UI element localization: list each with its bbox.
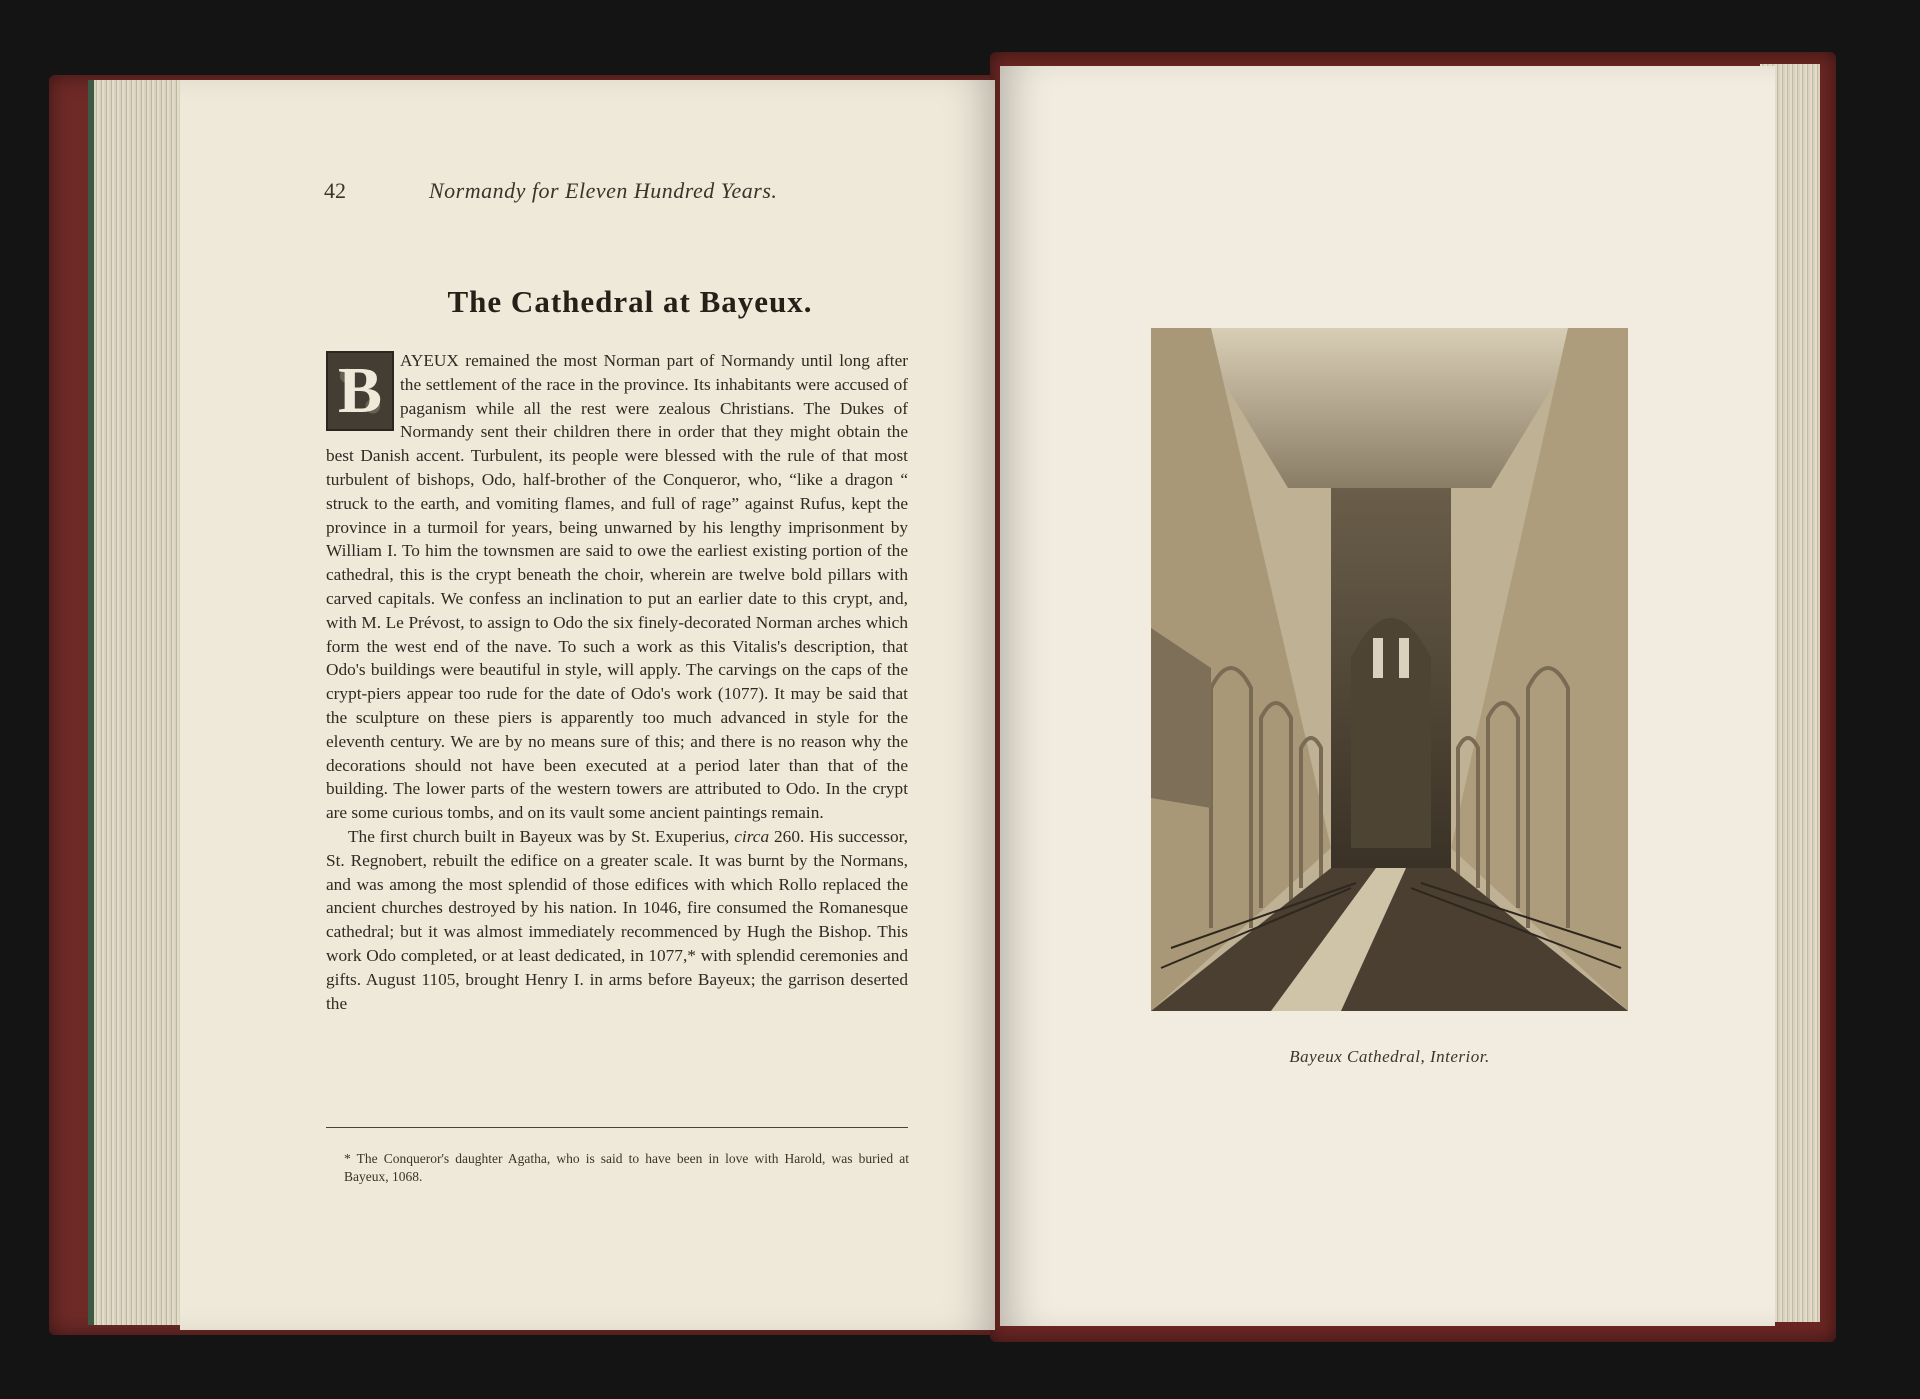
footnote-rule (326, 1127, 908, 1128)
paragraph-1: AYEUX remained the most Norman part of Normandy until long after the settlement of the race in the province. Its inhabitants were accused of paganism while all the rest were zealous Christians. The Dukes of Normandy sent their children there in order that they might obtain the best Danish accent. Turbulent, its people were blessed with the rule of that most turbulent of bishops, Odo, half-brother of the Conqueror, who, “like a dragon “ struck to the earth, and vomiting flames, and full of rage” against Rufus, kept the province in a turmoil for years, being unwarned by his lengthy imprisonment by William I. To him the townsmen are said to owe the earliest existing portion of the cathedral, this is the crypt beneath the choir, wherein are twelve bold pillars with carved capitals. We confess an inclination to put an earlier date to this crypt, and, with M. Le Prévost, to assign to Odo the six finely-decorated Norman arches which form the west end of the nave. To such a work as this Vitalis's description, that Odo's buildings were beautiful in style, will apply. The carvings on the caps of the crypt-piers appear too rude for the date of Odo's work (1077). It may be said that the sculpture on these piers is apparently too much advanced in style for the eleventh century. We are by no means sure of this; and there is no reason why the decorations should not have been executed at a period later than that of the building. The lower parts of the western towers are attributed to Odo. In the crypt are some curious tombs, and on its vault some ancient paintings remain. (326, 351, 908, 823)
paragraph-2-rest: 260. His successor, St. Regnobert, rebuilt the edifice on a greater scale. It was burnt by the Normans, and was among the most splendid of those edifices with which Rollo replaced the ancient churches destroyed by his nation. In 1046, fire consumed the Romanesque cathedral; but it was almost immediately recommenced by Hugh the Bishop. This work Odo completed, or at least dedicated, in 1077,* with splendid ceremonies and gifts. August 1105, brought Henry I. in arms before Bayeux; the garrison deserted the (326, 826, 909, 1013)
page-edges-left (88, 80, 194, 1325)
page-number: 42 (324, 178, 346, 203)
paragraph-2-start: The first church built in Bayeux was by St. Exuperius, (348, 826, 735, 846)
chapter-title: The Cathedral at Bayeux. (447, 284, 813, 319)
paragraph-2-italic: circa (734, 826, 770, 846)
body-text (326, 349, 908, 1015)
paragraph-2 (326, 825, 908, 1015)
running-title: Normandy for Eleven Hundred Years. (429, 178, 778, 203)
cathedral-nave-illustration (1151, 328, 1628, 1011)
cathedral-interior-photograph (1151, 328, 1628, 1011)
photo-caption: Bayeux Cathedral, Interior. (1289, 1047, 1490, 1066)
footnote: * The Conqueror's daughter Agatha, who is said to have been in love with Harold, was buried at Bayeux, 1068. (344, 1151, 909, 1184)
drop-cap-initial: B (326, 351, 394, 431)
